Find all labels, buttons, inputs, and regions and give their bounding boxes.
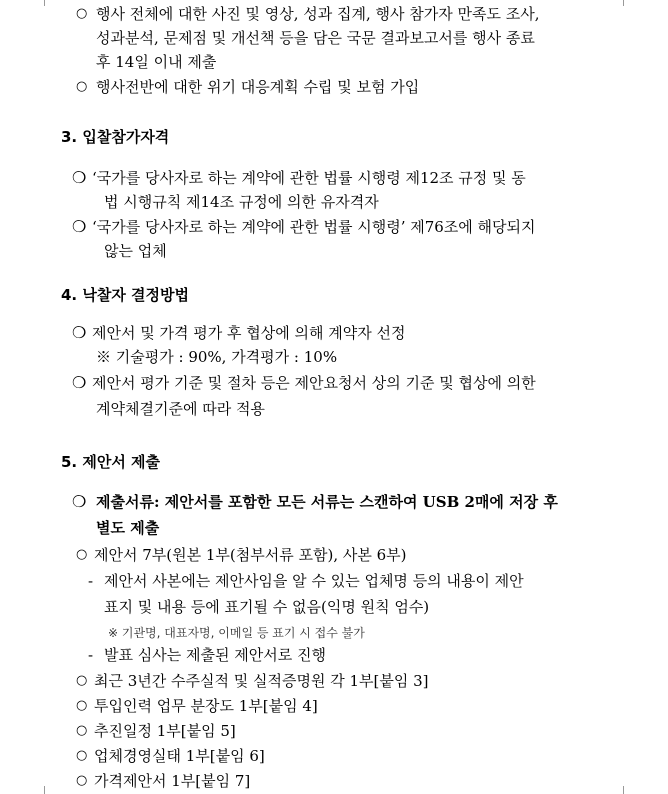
list-item-text: 제안서 및 가격 평가 후 협상에 의해 계약자 선정 <box>92 324 406 342</box>
bullet-icon: ○ <box>76 698 88 713</box>
bullet-icon: ○ <box>76 748 88 763</box>
section-heading-3: 3. 입찰참가자격 <box>61 128 170 146</box>
list-item-text: 최근 3년간 수주실적 및 실적증명원 각 1부[붙임 3] <box>94 672 429 690</box>
list-item-text: 발표 심사는 제출된 제안서로 진행 <box>104 646 326 664</box>
list-item-text: 제출서류: 제안서를 포함한 모든 서류는 스캔하여 USB 2매에 저장 후 <box>96 493 558 511</box>
list-item-text: 표지 및 내용 등에 표기될 수 없음(익명 원칙 엄수) <box>104 598 430 616</box>
bullet-icon: ○ <box>76 6 88 21</box>
bullet-icon: ○ <box>76 673 88 688</box>
list-item-note: ※ 기술평가 : 90%, 가격평가 : 10% <box>96 348 338 366</box>
list-item-text: 법 시행규칙 제14조 규정에 의한 유자격자 <box>104 193 379 211</box>
list-item-text: 후 14일 이내 제출 <box>96 53 217 71</box>
bullet-icon: ○ <box>76 723 88 738</box>
list-item-text: 계약체결기준에 따라 적용 <box>96 400 265 418</box>
list-item-text: 성과분석, 문제점 및 개선책 등을 담은 국문 결과보고서를 행사 종료 <box>96 29 535 47</box>
dash-bullet-icon: - <box>88 646 94 664</box>
crop-mark-bottom-left <box>44 786 45 794</box>
crop-mark-top-left <box>44 0 45 6</box>
bullet-icon: ○ <box>76 773 88 788</box>
list-item-text: 행사 전체에 대한 사진 및 영상, 성과 집계, 행사 참가자 만족도 조사, <box>96 5 540 23</box>
hollow-circle-bullet-icon: ❍ <box>72 217 87 236</box>
hollow-circle-bullet-icon: ❍ <box>72 373 87 392</box>
list-item-text: 제안서 사본에는 제안사임을 알 수 있는 업체명 등의 내용이 제안 <box>104 572 524 590</box>
crop-mark-top-right <box>623 0 624 6</box>
hollow-circle-bullet-icon: ❍ <box>72 492 87 511</box>
section-heading-5: 5. 제안서 제출 <box>61 453 161 471</box>
list-item-text: ‘국가를 당사자로 하는 계약에 관한 법률 시행령 제12조 규정 및 동 <box>92 169 526 187</box>
list-item-text: 가격제안서 1부[붙임 7] <box>94 772 251 790</box>
dash-bullet-icon: - <box>88 572 94 590</box>
list-item-text: 행사전반에 대한 위기 대응계획 수립 및 보험 가입 <box>96 78 420 96</box>
list-item-text: 제안서 평가 기준 및 절차 등은 제안요청서 상의 기준 및 협상에 의한 <box>92 374 536 392</box>
list-item-text: 투입인력 업무 분장도 1부[붙임 4] <box>94 697 318 715</box>
list-item-text: ‘국가를 당사자로 하는 계약에 관한 법률 시행령’ 제76조에 해당되지 <box>92 218 536 236</box>
bullet-icon: ○ <box>76 79 88 94</box>
list-item-text: 추진일정 1부[붙임 5] <box>94 722 236 740</box>
hollow-circle-bullet-icon: ❍ <box>72 168 87 187</box>
section-heading-4: 4. 낙찰자 결정방법 <box>61 286 190 304</box>
crop-mark-bottom-right <box>623 786 624 794</box>
list-item-text: 않는 업체 <box>104 242 167 260</box>
note-text: ※ 기관명, 대표자명, 이메일 등 표기 시 접수 불가 <box>108 626 365 640</box>
hollow-circle-bullet-icon: ❍ <box>72 323 87 342</box>
bullet-icon: ○ <box>76 547 88 562</box>
list-item-text: 업체경영실태 1부[붙임 6] <box>94 747 265 765</box>
list-item-text: 별도 제출 <box>96 519 160 537</box>
list-item-text: 제안서 7부(원본 1부(첨부서류 포함), 사본 6부) <box>94 546 407 564</box>
